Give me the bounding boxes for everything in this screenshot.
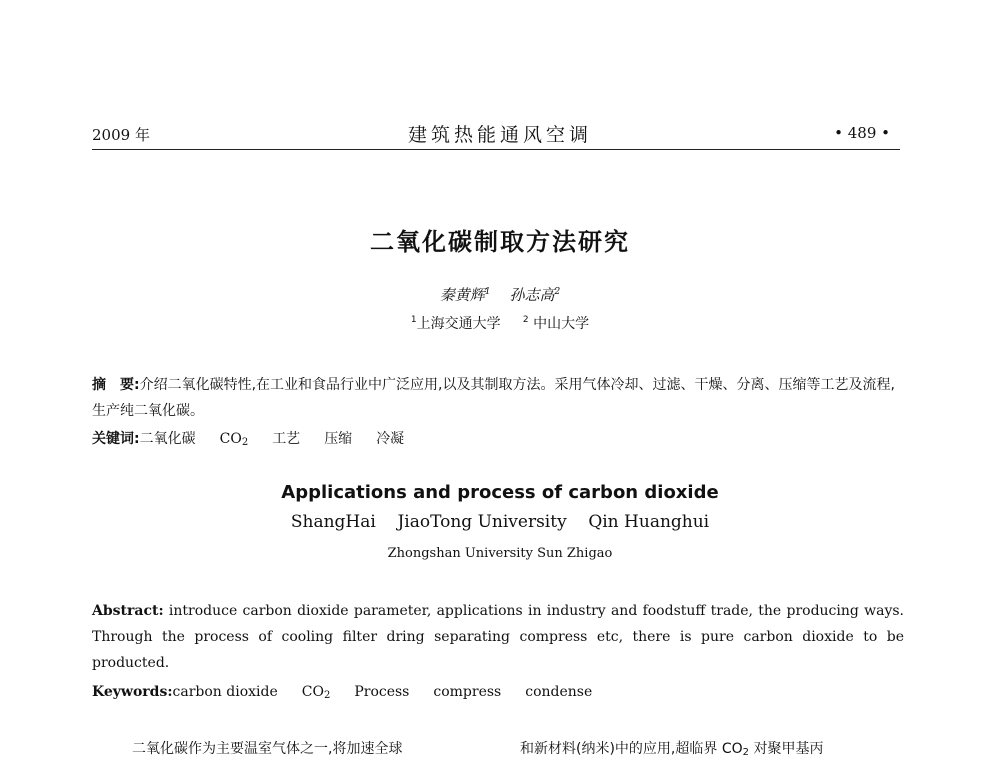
authors-english-line1: [0, 512, 1000, 532]
keyword-cn-3: 工艺: [272, 431, 301, 447]
keyword-cn-1: 二氧化碳: [139, 431, 196, 447]
header-page-number: • 489 •: [834, 124, 890, 142]
author-en-part-3: Qin Huanghui: [588, 512, 710, 532]
title-chinese: 二氧化碳制取方法研究: [370, 228, 630, 256]
header-journal-name: 建筑热能通风空调: [407, 124, 592, 146]
keyword-en-3: Process: [354, 684, 410, 700]
keyword-en-1: carbon dioxide: [172, 684, 278, 700]
authors-english-line2: Zhongshan University Sun Zhigao: [387, 546, 613, 561]
abstract-chinese-label: 摘 要:: [92, 377, 140, 393]
affil-2-mark: 2: [522, 315, 529, 325]
abstract-english-text: introduce carbon dioxide parameter, applications in industry and foodstuff trade, the producing ways. Through the process of cooling filter dring separating compress etc, there is pure carbon dioxide to be producted.: [92, 603, 904, 671]
author-2-mark: 2: [554, 287, 561, 297]
author-en-part-2: JiaoTong University: [397, 512, 567, 532]
author-1-mark: 1: [484, 287, 491, 297]
keyword-cn-4: 压缩: [324, 431, 353, 447]
abstract-english: [92, 598, 904, 676]
abstract-chinese-text: 介绍二氧化碳特性,在工业和食品行业中广泛应用,以及其制取方法。采用气体冷却、过滤、干燥、分离、压缩等工艺及流程,生产纯二氧化碳。: [92, 377, 895, 419]
affil-1-mark: 1: [410, 315, 417, 325]
authors-chinese: [0, 284, 1000, 305]
keyword-cn-5: 冷凝: [376, 431, 405, 447]
keywords-english: [92, 684, 900, 701]
author-2: 孙志高: [509, 286, 555, 304]
body-text-right-column: 和新材料(纳米)中的应用,超临界 $CO_2$ 对聚甲基丙: [520, 741, 824, 758]
header-year: 2009 年: [92, 126, 150, 144]
keyword-en-2: $CO_2$: [301, 684, 331, 701]
keywords-chinese-label: 关键词:: [92, 431, 140, 447]
affil-2: 中山大学: [533, 316, 590, 332]
abstract-chinese: [92, 372, 900, 424]
keyword-en-5: condense: [525, 684, 593, 700]
keywords-english-label: Keywords:: [92, 684, 173, 700]
header-rule: [92, 149, 900, 150]
affiliations-chinese: [0, 313, 1000, 333]
author-en-part-1: ShangHai: [290, 512, 376, 532]
affil-1: 上海交通大学: [416, 316, 501, 332]
body-text-left-column: 二氧化碳作为主要温室气体之一,将加速全球: [132, 741, 403, 757]
keywords-chinese: [92, 428, 900, 448]
keyword-cn-2: $CO_2$: [219, 431, 249, 448]
title-english: Applications and process of carbon dioxide: [281, 482, 719, 503]
abstract-english-label: Abstract:: [92, 603, 164, 619]
keyword-en-4: compress: [433, 684, 502, 700]
author-1: 秦黄辉: [439, 286, 485, 304]
